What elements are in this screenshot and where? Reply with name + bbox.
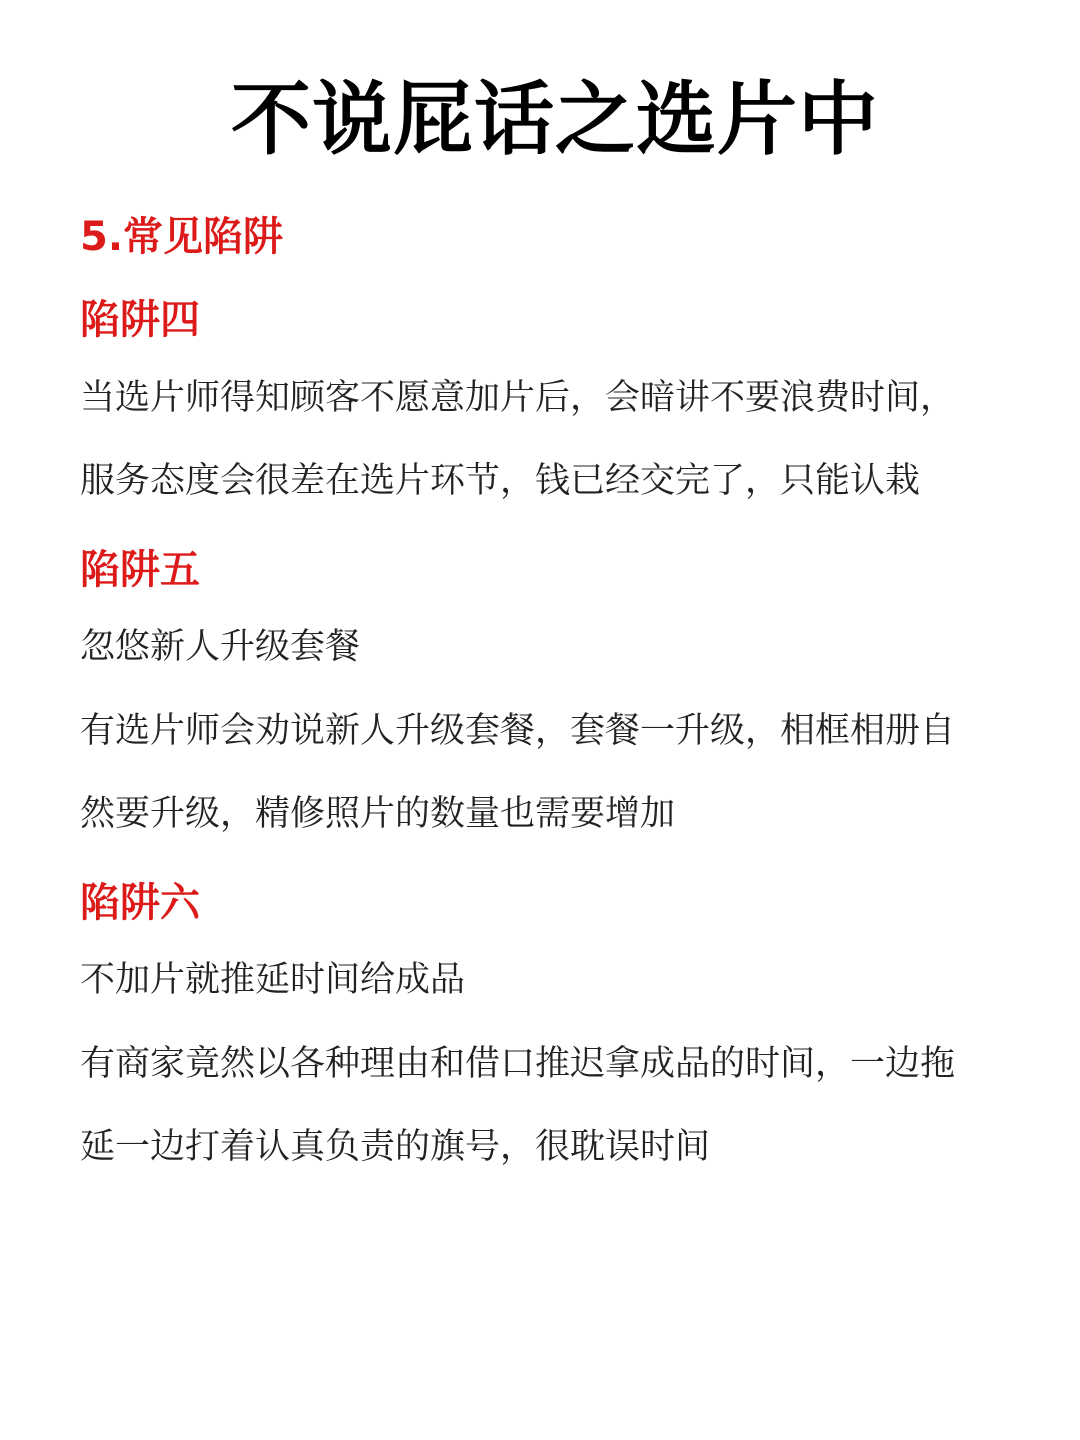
trap-6-line-2: 延一边打着认真负责的旗号，很耽误时间 <box>80 1127 711 1167</box>
trap-6-line-1: 有商家竟然以各种理由和借口推迟拿成品的时间，一边拖 <box>80 1044 956 1084</box>
trap-6-subtitle: 不加片就推延时间给成品 <box>80 960 466 1000</box>
trap-6-heading: 陷阱六 <box>80 880 200 926</box>
trap-4-line-2: 服务态度会很差在选片环节，钱已经交完了，只能认栽 <box>80 461 921 501</box>
trap-4-heading: 陷阱四 <box>80 297 200 343</box>
trap-5-line-1: 有选片师会劝说新人升级套餐，套餐一升级，相框相册自 <box>80 711 956 751</box>
trap-5-line-2: 然要升级，精修照片的数量也需要增加 <box>80 794 676 834</box>
trap-4-line-1: 当选片师得知顾客不愿意加片后，会暗讲不要浪费时间， <box>80 378 956 418</box>
section-heading: 5.常见陷阱 <box>80 214 284 260</box>
trap-5-subtitle: 忽悠新人升级套餐 <box>80 627 361 667</box>
page-title: 不说屁话之选片中 <box>231 73 879 166</box>
trap-5-heading: 陷阱五 <box>80 547 200 593</box>
